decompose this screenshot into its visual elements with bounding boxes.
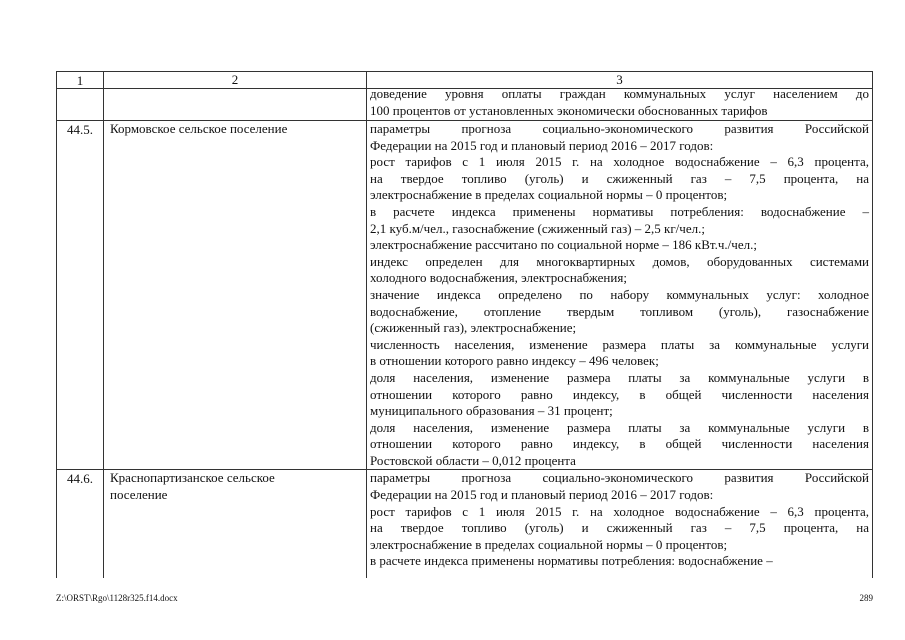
row-name [104,89,367,121]
row-text [367,121,873,470]
text-line: Федерации на 2015 год и плановый период 2016 – 2017 годов: [370,487,714,503]
text-line: доля населения, изменение размера платы за коммунальные услуги в [370,419,869,435]
footer-file-path: Z:\ORST\Rgo\1128r325.f14.docx [56,593,178,603]
text-line: параметры прогноза социально-экономического развития Российской [370,121,869,136]
text-line: холодного водоснабжения, электроснабжения; [370,270,627,286]
text-line: (сжиженный газ), электроснабжение; [370,320,577,336]
text-line: Федерации на 2015 год и плановый период 2016 – 2017 годов: [370,137,714,153]
footer-page-number: 289 [859,593,873,603]
text-line: муниципального образования – 31 процент; [370,403,613,419]
text-line: отношении которого равно индексу, в общей численности населения [370,386,869,402]
text-line: численность населения, изменение размера платы за коммунальные услуги [370,336,869,352]
name-line: Краснопартизанское сельское [110,470,275,486]
text-line: индекс определен для многоквартирных домов, оборудованных системами [370,253,869,269]
text-line: на твердое топливо (уголь) и сжиженный газ – 7,5 процента, на [370,520,869,536]
text-line: на твердое топливо (уголь) и сжиженный газ – 7,5 процента, на [370,170,869,186]
text-line: 2,1 куб.м/чел., газоснабжение (сжиженный газ) – 2,5 кг/чел.; [370,220,705,236]
header-col-3: 3 [367,72,873,89]
text-line: в расчете индекса применены нормативы потребления: водоснабжение – [370,553,773,569]
row-name: Кормовское сельское поселение [104,121,367,470]
text-line: значение индекса определено по набору коммунальных услуг: холодное [370,286,869,302]
row-number [57,89,104,121]
text-line: доля населения, изменение размера платы за коммунальные услуги в [370,369,869,385]
table-row [57,89,873,121]
row-name [104,470,367,578]
row-number: 44.6. [57,470,104,578]
text-line: отношении которого равно индексу, в общей численности населения [370,436,869,452]
text-line: рост тарифов с 1 июля 2015 г. на холодное водоснабжение – 6,3 процента, [370,154,869,170]
table-row [57,121,873,470]
text-line: электроснабжение в пределах социальной нормы – 0 процентов; [370,187,728,203]
text-line: рост тарифов с 1 июля 2015 г. на холодное водоснабжение – 6,3 процента, [370,503,869,519]
text-line: 100 процентов от установленных экономически обоснованных тарифов [370,102,768,118]
table-clip [56,0,874,578]
row-text [367,470,873,578]
row-text [367,86,873,121]
text-line: параметры прогноза социально-экономического развития Российской [370,470,869,486]
text-line: водоснабжение, отопление твердым топливом (уголь), газоснабжение [370,303,869,319]
text-line: в расчете индекса применены нормативы потребления: водоснабжение – [370,203,869,219]
name-line: поселение [110,487,168,503]
text-line: в отношении которого равно индексу – 496 человек; [370,353,659,369]
header-col-1: 1 [57,72,104,89]
data-table [56,71,873,578]
text-line: доведение уровня оплаты граждан коммунальных услуг населением до [370,86,869,101]
header-col-2: 2 [104,72,367,89]
table-row [57,470,873,578]
row-number: 44.5. [57,121,104,470]
text-line: Ростовской области – 0,012 процента [370,452,576,468]
text-line: электроснабжение рассчитано по социальной норме – 186 кВт.ч./чел.; [370,237,757,253]
text-line: электроснабжение в пределах социальной нормы – 0 процентов; [370,536,728,552]
